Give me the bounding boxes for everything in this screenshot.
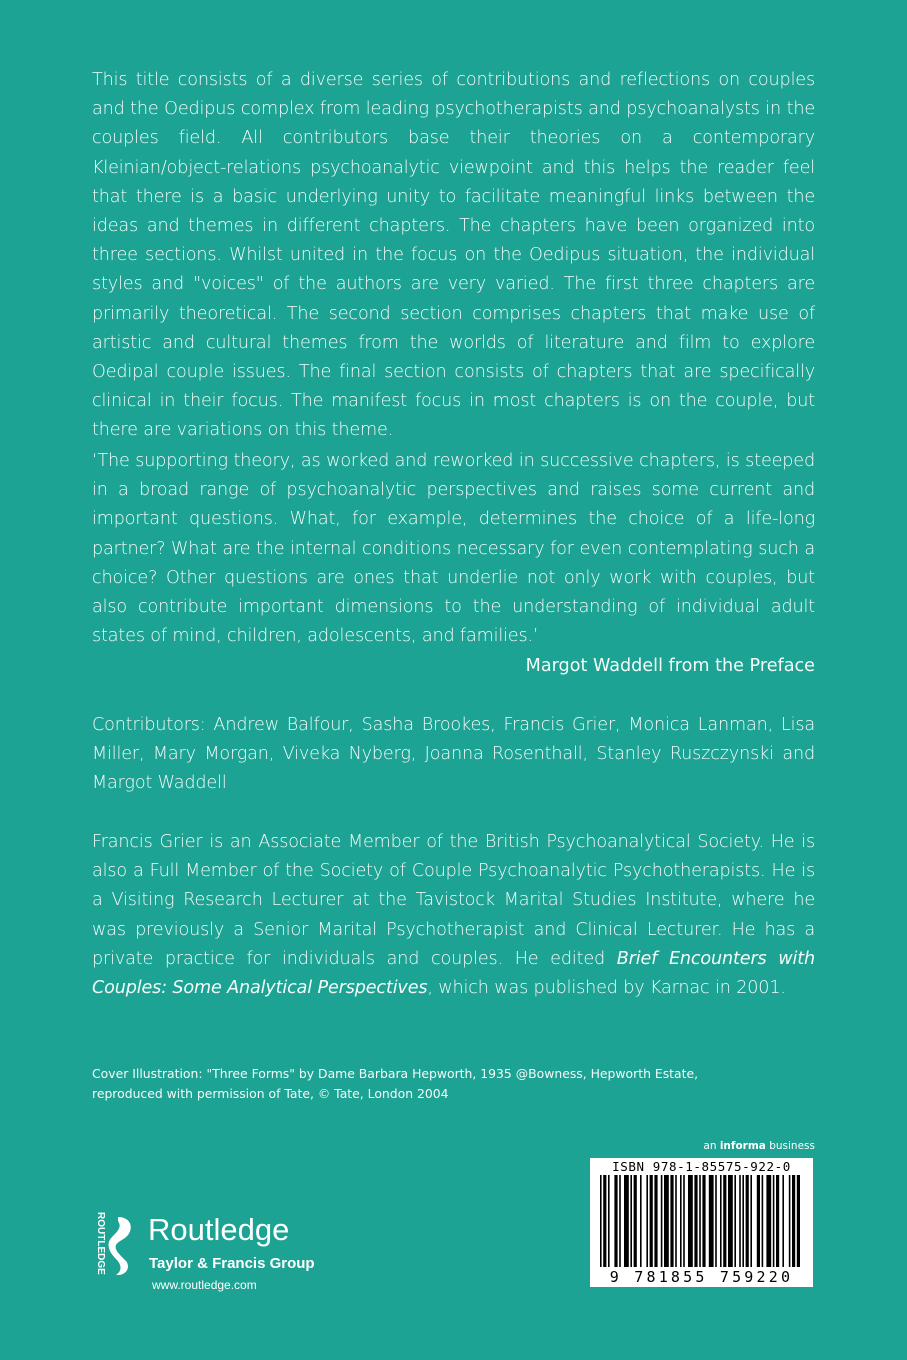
barcode-bar <box>746 1175 749 1267</box>
publisher-group: Taylor & Francis Group <box>149 1255 315 1272</box>
barcode-bar <box>739 1175 741 1267</box>
barcode-bar <box>634 1175 637 1267</box>
bio-book-title: Brief Encounters with Couples: Some Analytical Perspectives <box>92 948 816 999</box>
barcode-bar <box>624 1175 629 1267</box>
barcode-bar <box>661 1175 663 1267</box>
informa-tagline <box>703 1140 815 1152</box>
barcode-bar <box>766 1175 771 1267</box>
barcode-bar <box>702 1175 705 1267</box>
credit-line-1: Cover Illustration: "Three Forms" by Dame Barbara Hepworth, 1935 @Bowness, Hepworth Estate, <box>92 1066 699 1081</box>
bio-text-before: Francis Grier is an Associate Member of the British Psychoanalytical Society. He is also a Full Member of the Society of Couple Psychoanalytic Psychotherapists. He is a Visiting Research Lecturer at the Tavistock Marital Studies Institute, where he was previously a Senior Marital Psychotherapist and Clinical Lecturer. He has a private practice for individuals and couples. He edited <box>92 832 815 969</box>
informa-brand: informa <box>719 1140 766 1152</box>
cover-illustration-credit <box>92 1064 712 1104</box>
barcode-bar <box>742 1175 744 1267</box>
barcode-bar <box>683 1175 685 1267</box>
barcode-bar <box>680 1175 682 1267</box>
barcode-bar <box>782 1175 784 1267</box>
barcode-bar <box>675 1175 677 1267</box>
contributors-list: Contributors: Andrew Balfour, Sasha Brookes, Francis Grier, Monica Lanman, Lisa Miller, Mary Morgan, Viveka Nyberg, Joanna Rosenthall, Stanley Ruszczynski and Margot Waddell <box>92 715 815 794</box>
description-paragraph: This title consists of a diverse series of contributions and reflections on couples and the Oedipus complex from leading psychotherapists and psychoanalysts in the couples field. All contributors base their theories on a contemporary Kleinian/object-relations psychoanalytic viewpoint and this helps the reader feel that there is a basic underlying unity to facilitate meaningful links between the ideas and themes in different chapters. The chapters have been organized into three sections. Whilst united in the focus on the Oedipus situation, the individual styles and "voices" of the authors are very varied. The first three chapters are primarily theoretical. The second section comprises chapters that make use of artistic and cultural themes from the worlds of literature and film to explore Oedipal couple issues. The final section consists of chapters that are specifically clinical in their focus. The manifest focus in most chapters is on the couple, but there are variations on this theme. <box>92 70 815 441</box>
barcode-bars <box>600 1175 803 1269</box>
barcode-bar <box>792 1175 795 1267</box>
publisher-vertical-wordmark: ROUTLEDGE <box>95 1212 106 1275</box>
barcode-bar <box>614 1175 617 1267</box>
barcode-bar <box>723 1175 726 1267</box>
barcode-bar <box>664 1175 669 1267</box>
barcode-bar <box>600 1175 602 1267</box>
barcode-bar <box>650 1175 653 1267</box>
barcode-digits: 9 781855 759220 <box>609 1268 794 1286</box>
barcode-bar <box>608 1175 610 1267</box>
barcode-bar <box>762 1175 764 1267</box>
barcode-bar <box>797 1175 800 1267</box>
credit-line-2: reproduced with permission of Tate, © Tate, London 2004 <box>92 1086 449 1101</box>
barcode-bar <box>694 1175 697 1267</box>
barcode-bar <box>720 1175 722 1267</box>
barcode-bar <box>699 1175 701 1267</box>
barcode-bar <box>734 1175 736 1267</box>
barcode-bar <box>654 1175 657 1267</box>
barcode-bar <box>603 1175 606 1267</box>
barcode-bar <box>619 1175 621 1267</box>
barcode-bar <box>728 1175 733 1267</box>
barcode-bar <box>630 1175 632 1267</box>
preface-quote: ‘The supporting theory, as worked and reworked in successive chapters, is steeped in a broad range of psychoanalytic perspectives and raises some current and important questions. What, for example, determines the choice of a life-long partner? What are the internal conditions necessary for even contemplating such a choice? Other questions are ones that underlie not only work with couples, but also contribute important dimensions to the understanding of individual adult states of mind, children, adolescents, and families.’ <box>92 451 815 647</box>
publisher-name: Routledge <box>148 1212 290 1247</box>
informa-prefix: an <box>703 1140 720 1152</box>
barcode-bar <box>640 1175 642 1267</box>
editor-bio <box>92 828 815 1003</box>
barcode-bar <box>750 1175 752 1267</box>
informa-suffix: business <box>765 1140 815 1152</box>
barcode-bar <box>688 1175 693 1267</box>
barcode-bar <box>773 1175 775 1267</box>
barcode-bar <box>670 1175 673 1267</box>
routledge-logo-icon <box>92 1213 136 1279</box>
barcode-bar <box>646 1175 648 1267</box>
barcode-bar <box>709 1175 714 1267</box>
barcode-bar <box>757 1175 760 1267</box>
barcode-bar <box>776 1175 779 1267</box>
publisher-url[interactable]: www.routledge.com <box>152 1278 257 1292</box>
isbn-label: ISBN 978-1-85575-922-0 <box>612 1159 791 1174</box>
barcode-bar <box>789 1175 791 1267</box>
isbn-barcode <box>590 1158 813 1287</box>
quote-attribution: Margot Waddell from the Preface <box>525 656 815 676</box>
bio-text-after: , which was published by Karnac in 2001. <box>427 978 786 999</box>
barcode-bar <box>715 1175 717 1267</box>
